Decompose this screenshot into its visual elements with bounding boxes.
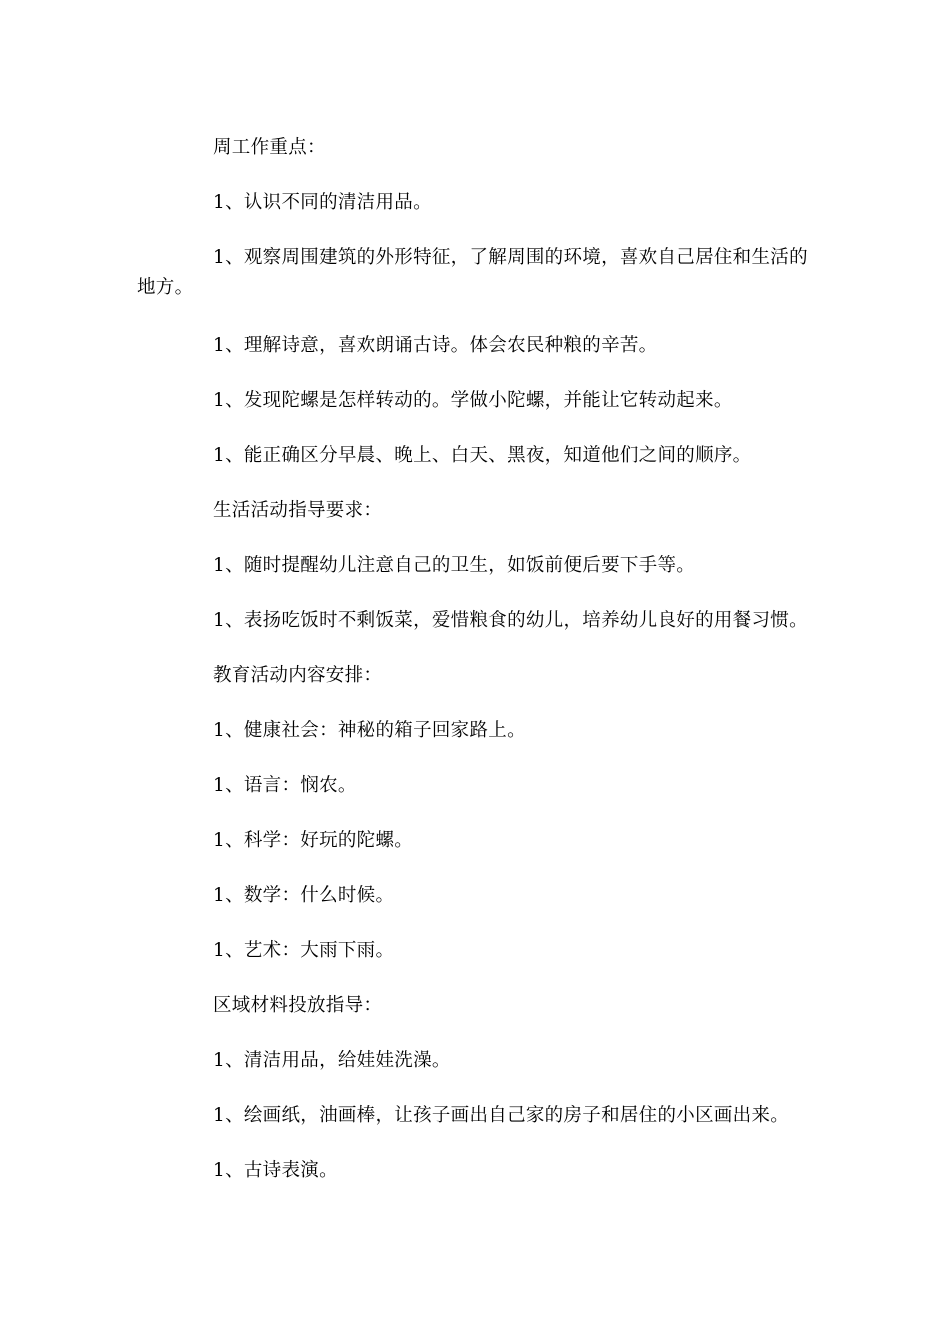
- paragraph: 1、古诗表演。: [213, 1160, 338, 1181]
- paragraph: 1、语言：悯农。: [213, 775, 357, 796]
- paragraph: 1、艺术：大雨下雨。: [213, 940, 395, 961]
- paragraph: 1、数学：什么时候。: [213, 885, 395, 906]
- paragraph: 1、发现陀螺是怎样转动的。学做小陀螺，并能让它转动起来。: [213, 390, 733, 411]
- section-heading-area-materials: 区域材料投放指导：: [213, 995, 383, 1016]
- paragraph: 1、认识不同的清洁用品。: [213, 192, 432, 213]
- paragraph: 1、绘画纸，油画棒，让孩子画出自己家的房子和居住的小区画出来。: [213, 1105, 790, 1126]
- section-heading-life-activity: 生活活动指导要求：: [213, 500, 383, 521]
- section-heading-education-activity: 教育活动内容安排：: [213, 665, 383, 686]
- paragraph: 1、观察周围建筑的外形特征，了解周围的环境，喜欢自己居住和生活的地方。: [137, 247, 808, 298]
- paragraph: 1、表扬吃饭时不剩饭菜，爱惜粮食的幼儿，培养幼儿良好的用餐习惯。: [213, 610, 808, 631]
- paragraph: 1、理解诗意，喜欢朗诵古诗。体会农民种粮的辛苦。: [213, 335, 658, 356]
- paragraph: 1、科学：好玩的陀螺。: [213, 830, 414, 851]
- paragraph: 1、随时提醒幼儿注意自己的卫生，如饭前便后要下手等。: [213, 555, 696, 576]
- paragraph: 1、健康社会：神秘的箱子回家路上。: [213, 720, 526, 741]
- paragraph: 1、能正确区分早晨、晚上、白天、黑夜，知道他们之间的顺序。: [213, 445, 752, 466]
- section-heading-weekly-focus: 周工作重点：: [213, 137, 326, 158]
- paragraph: 1、清洁用品，给娃娃洗澡。: [213, 1050, 451, 1071]
